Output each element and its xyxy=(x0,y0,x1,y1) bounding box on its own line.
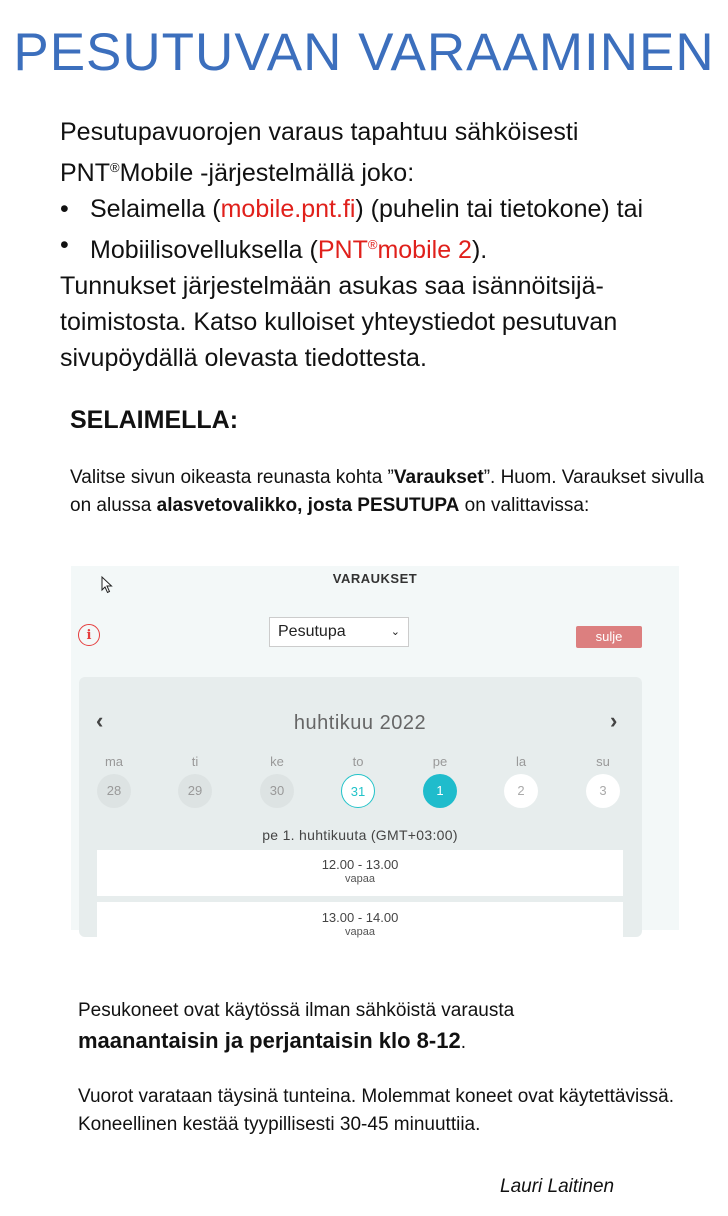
weekday-label: pe xyxy=(432,754,448,769)
info-icon[interactable]: i xyxy=(78,624,100,646)
section-heading: SELAIMELLA: xyxy=(70,406,239,434)
time-slot[interactable]: 12.00 - 13.00 vapaa xyxy=(97,850,623,896)
calendar-day[interactable]: 3 xyxy=(586,774,620,808)
intro-text xyxy=(60,114,728,376)
facility-select[interactable]: Pesutupa ⌄ xyxy=(269,617,409,647)
reservation-screenshot xyxy=(71,566,679,938)
intro-line: PNT®Mobile -järjestelmällä joko: xyxy=(60,159,415,187)
weekday-label: ke xyxy=(270,754,284,769)
weekday-label: ma xyxy=(104,754,124,769)
calendar-day[interactable]: 29 xyxy=(178,774,212,808)
intro-line: toimistosta. Katso kulloiset yhteystiedot pesutuvan xyxy=(60,308,618,336)
calendar-day[interactable]: 28 xyxy=(97,774,131,808)
notice-paragraph: Pesukoneet ovat käytössä ilman sähköistä varausta maanantaisin ja perjantaisin klo 8-12. xyxy=(78,1000,515,1053)
signature: Lauri Laitinen xyxy=(500,1176,615,1197)
prev-month-icon[interactable]: ‹ xyxy=(96,708,104,733)
weekday-label: su xyxy=(596,754,610,769)
calendar-day[interactable]: 30 xyxy=(260,774,294,808)
browser-link[interactable]: mobile.pnt.fi xyxy=(220,195,356,223)
weekday-label: to xyxy=(352,754,364,769)
selected-date-label: pe 1. huhtikuuta (GMT+03:00) xyxy=(262,827,458,843)
weekday-label: ti xyxy=(191,754,199,769)
reservations-title: VARAUKSET xyxy=(332,571,418,586)
chevron-down-icon: ⌄ xyxy=(390,626,400,638)
mobile-app-link[interactable]: PNT®mobile 2 xyxy=(317,236,472,264)
intro-line: Tunnukset järjestelmään asukas saa isännöitsijä- xyxy=(60,272,604,300)
calendar-day-today[interactable]: 31 xyxy=(341,774,375,808)
calendar-day[interactable]: 2 xyxy=(504,774,538,808)
calendar-day-selected[interactable]: 1 xyxy=(423,774,457,808)
month-label: huhtikuu 2022 xyxy=(293,712,427,734)
bullet-icon: • xyxy=(60,195,69,223)
weekday-label: la xyxy=(515,754,527,769)
instructions-paragraph: Valitse sivun oikeasta reunasta kohta ”Varaukset”. Huom. Varaukset sivulla on alussa alasvetovalikko, josta PESUTUPA on valittavissa: xyxy=(70,467,705,516)
intro-line: sivupöydällä olevasta tiedottesta. xyxy=(60,344,427,372)
next-month-icon[interactable]: › xyxy=(610,708,618,733)
bullet-icon: • xyxy=(60,231,69,259)
bullet-mobile-app: • Mobiilisovelluksella (PNT®mobile 2). xyxy=(60,227,728,268)
close-button[interactable]: sulje xyxy=(576,626,642,648)
rules-paragraph: Vuorot varataan täysinä tunteina. Molemmat koneet ovat käytettävissä. Koneellinen kestää tyypillisesti 30-45 minuuttiia. xyxy=(78,1086,675,1135)
bullet-browser: • Selaimella (mobile.pnt.fi) (puhelin tai tietokone) tai xyxy=(60,191,728,227)
intro-line: Pesutupavuorojen varaus tapahtuu sähköisesti xyxy=(60,118,579,146)
time-slot[interactable]: 13.00 - 14.00 vapaa xyxy=(97,902,623,942)
page-title: PESUTUVAN VARAAMINEN xyxy=(13,23,715,82)
